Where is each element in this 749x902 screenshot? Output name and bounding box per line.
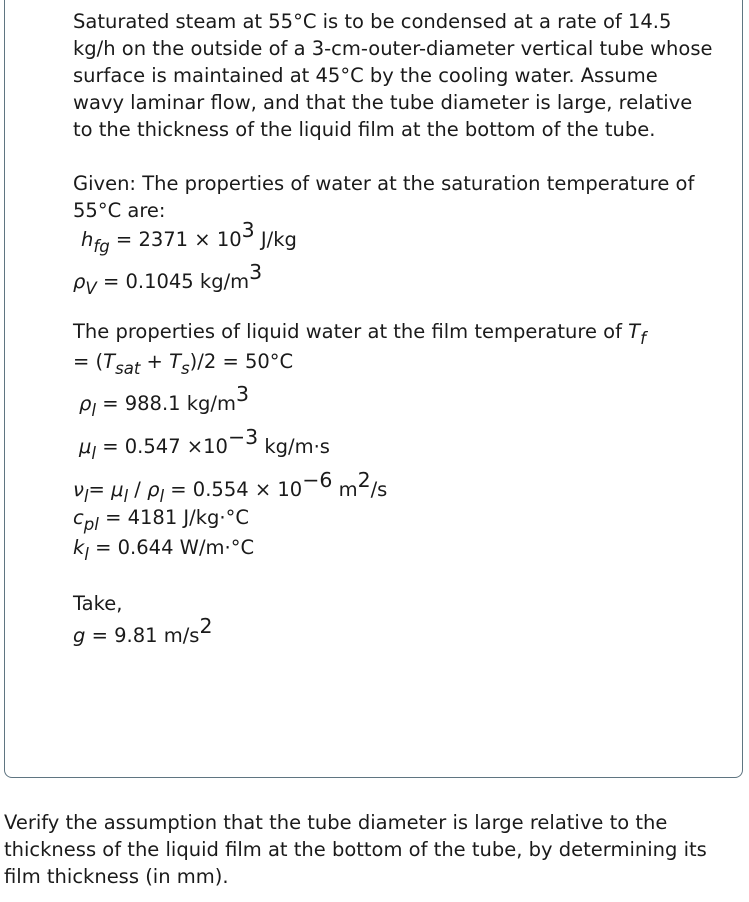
film-temp-subscript: f (640, 328, 646, 348)
g-value: = 9.81 m/s (85, 624, 200, 647)
rhov-symbol: ρ (73, 270, 86, 293)
nul-symbol: ν (73, 478, 84, 501)
tsat-symbol: T (103, 350, 116, 373)
film-intro (73, 318, 713, 346)
kl-value: = 0.644 W/m·°C (95, 536, 255, 559)
problem-content (73, 8, 713, 649)
cpl-subscript: pl (83, 514, 99, 534)
rhol-symbol: ρ (79, 392, 92, 415)
g-exponent: 2 (199, 613, 213, 638)
cpl-equation (73, 504, 713, 532)
take-label: Take, (73, 592, 123, 615)
mul-symbol: μ (79, 435, 92, 458)
given-intro: Given: The properties of water at the saturation temperature of 55°C are: (73, 172, 695, 222)
hfg-exponent: 3 (241, 217, 255, 242)
mul-exponent: −3 (227, 424, 259, 449)
nul-slash: / (128, 478, 148, 501)
film-temp-result: )/2 = 50°C (189, 350, 294, 373)
nul-unit-s: /s (370, 478, 388, 501)
rhov-exponent: 3 (249, 259, 263, 284)
rhov-equation (73, 259, 713, 298)
film-temp-open: = ( (73, 350, 104, 373)
rhol-subscript: l (91, 400, 96, 420)
nul-unit-m: m (332, 478, 358, 501)
kl-equation (73, 534, 713, 562)
film-temp-equation (73, 348, 713, 376)
hfg-equation (73, 217, 713, 256)
kl-symbol: k (73, 536, 85, 559)
nul-rho-subscript: l (159, 486, 165, 506)
hfg-subscript: fg (93, 236, 110, 256)
problem-statement: Saturated steam at 55°C is to be condensed at a rate of 14.5 kg/h on the outside of a 3-cm-outer-diameter vertical tube whose surface is maintained at 45°C by the cooling water. Assume wavy laminar flow, and that the tube diameter is large, relative to the thickness of the liquid film at the bottom of the tube. (73, 10, 713, 141)
nul-exponent: −6 (302, 467, 333, 492)
rhol-value: = 988.1 kg/m (102, 392, 236, 415)
g-equation (73, 613, 713, 649)
question-text: Verify the assumption that the tube diameter is large relative to the thickness of the liquid film at the bottom of the tube, by determining its film thickness (in mm). (4, 811, 707, 888)
rhov-subscript: V (85, 278, 97, 298)
tsat-subscript: sat (115, 358, 141, 378)
g-symbol: g (73, 624, 86, 647)
cpl-value: = 4181 J/kg·°C (105, 506, 249, 529)
problem-panel (4, 0, 743, 778)
nul-unit-exponent: 2 (357, 467, 371, 492)
hfg-symbol: h (81, 228, 94, 251)
mul-value: = 0.547 ×10 (102, 435, 228, 458)
kl-subscript: l (84, 544, 89, 564)
hfg-value: = 2371 × 10 (115, 228, 242, 251)
rhol-equation (73, 381, 713, 420)
nul-mu-subscript: l (123, 486, 129, 506)
ts-symbol: T (169, 350, 182, 373)
nul-mu-symbol: μ (111, 478, 124, 501)
hfg-unit: J/kg (254, 228, 297, 251)
film-intro-text: The properties of liquid water at the film temperature of (73, 320, 629, 343)
mul-subscript: l (91, 443, 97, 463)
rhol-exponent: 3 (236, 381, 250, 406)
mul-equation (73, 424, 713, 463)
nul-value: = 0.554 × 10 (170, 478, 303, 501)
nul-equation (73, 467, 713, 506)
nul-subscript: l (83, 486, 89, 506)
film-temp-symbol: T (628, 320, 641, 343)
cpl-symbol: c (73, 506, 84, 529)
nul-rho-symbol: ρ (147, 478, 160, 501)
rhov-value: = 0.1045 kg/m (102, 270, 250, 293)
plus-sign: + (140, 350, 170, 373)
mul-unit: kg/m·s (258, 435, 330, 458)
nul-equals: = (88, 478, 112, 501)
ts-subscript: s (181, 358, 190, 378)
